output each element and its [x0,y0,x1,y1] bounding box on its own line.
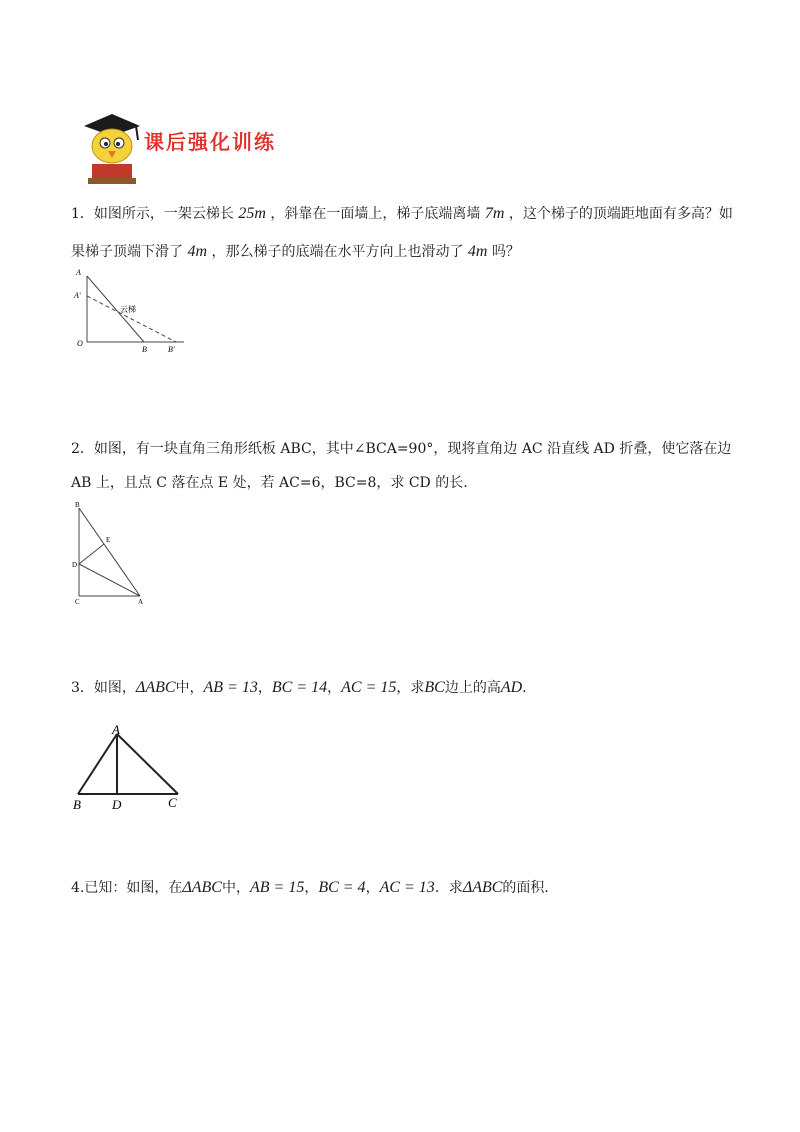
label-a-prime: A' [74,291,81,300]
label-b: B [75,501,80,509]
side-ac [117,734,178,794]
ladder-label: 云梯 [120,305,136,314]
segment-de [79,544,104,564]
label-c: C [75,598,80,606]
label-a: A [138,598,144,606]
slid-ladder-line [87,296,176,342]
label-c: C [168,795,177,810]
label-b: B [142,345,147,354]
question-4-line: 4.已知：如图，在ΔABC中，AB = 15，BC = 4，AC = 13．求ΔABC的面积． [71,879,559,896]
graduate-chick-icon [78,104,148,188]
label-b: B [73,797,81,812]
side-ab [78,734,117,794]
label-b-prime: B' [168,345,175,354]
question-1-line-2: 果梯子顶端下滑了 4m ，那么梯子的底端在水平方向上也滑动了 4m 吗？ [71,243,520,260]
label-e: E [106,536,111,544]
question-2-line-1: 2．如图，有一块直角三角形纸板 ABC，其中∠BCA=90°，现将直角边 AC 沿直线 AD 折叠，使它落在边 [71,441,732,457]
label-a: A [112,722,120,737]
ladder-figure [70,264,190,356]
question-2-line-2: AB 上，且点 C 落在点 E 处，若 AC=6，BC=8，求 CD 的长. [71,475,468,491]
fold-line-ad [79,564,140,596]
altitude-triangle-figure [70,722,190,812]
question-number: 1． [71,206,94,222]
question-1-line-1: 1．如图所示，一架云梯长 25m ，斜靠在一面墙上，梯子底端离墙 7m ，这个梯子的顶端距地面有多高？如 [71,205,733,222]
label-o: O [77,339,83,348]
fold-triangle-figure [68,498,152,608]
label-a: A [76,268,81,277]
label-d: D [72,561,78,569]
section-title: 课后强化训练 [144,130,276,154]
label-d: D [112,797,122,812]
side-ab [79,508,140,596]
question-3-line: 3．如图，ΔABC中，AB = 13，BC = 14，AC = 15，求BC边上的高AD. [71,679,527,696]
